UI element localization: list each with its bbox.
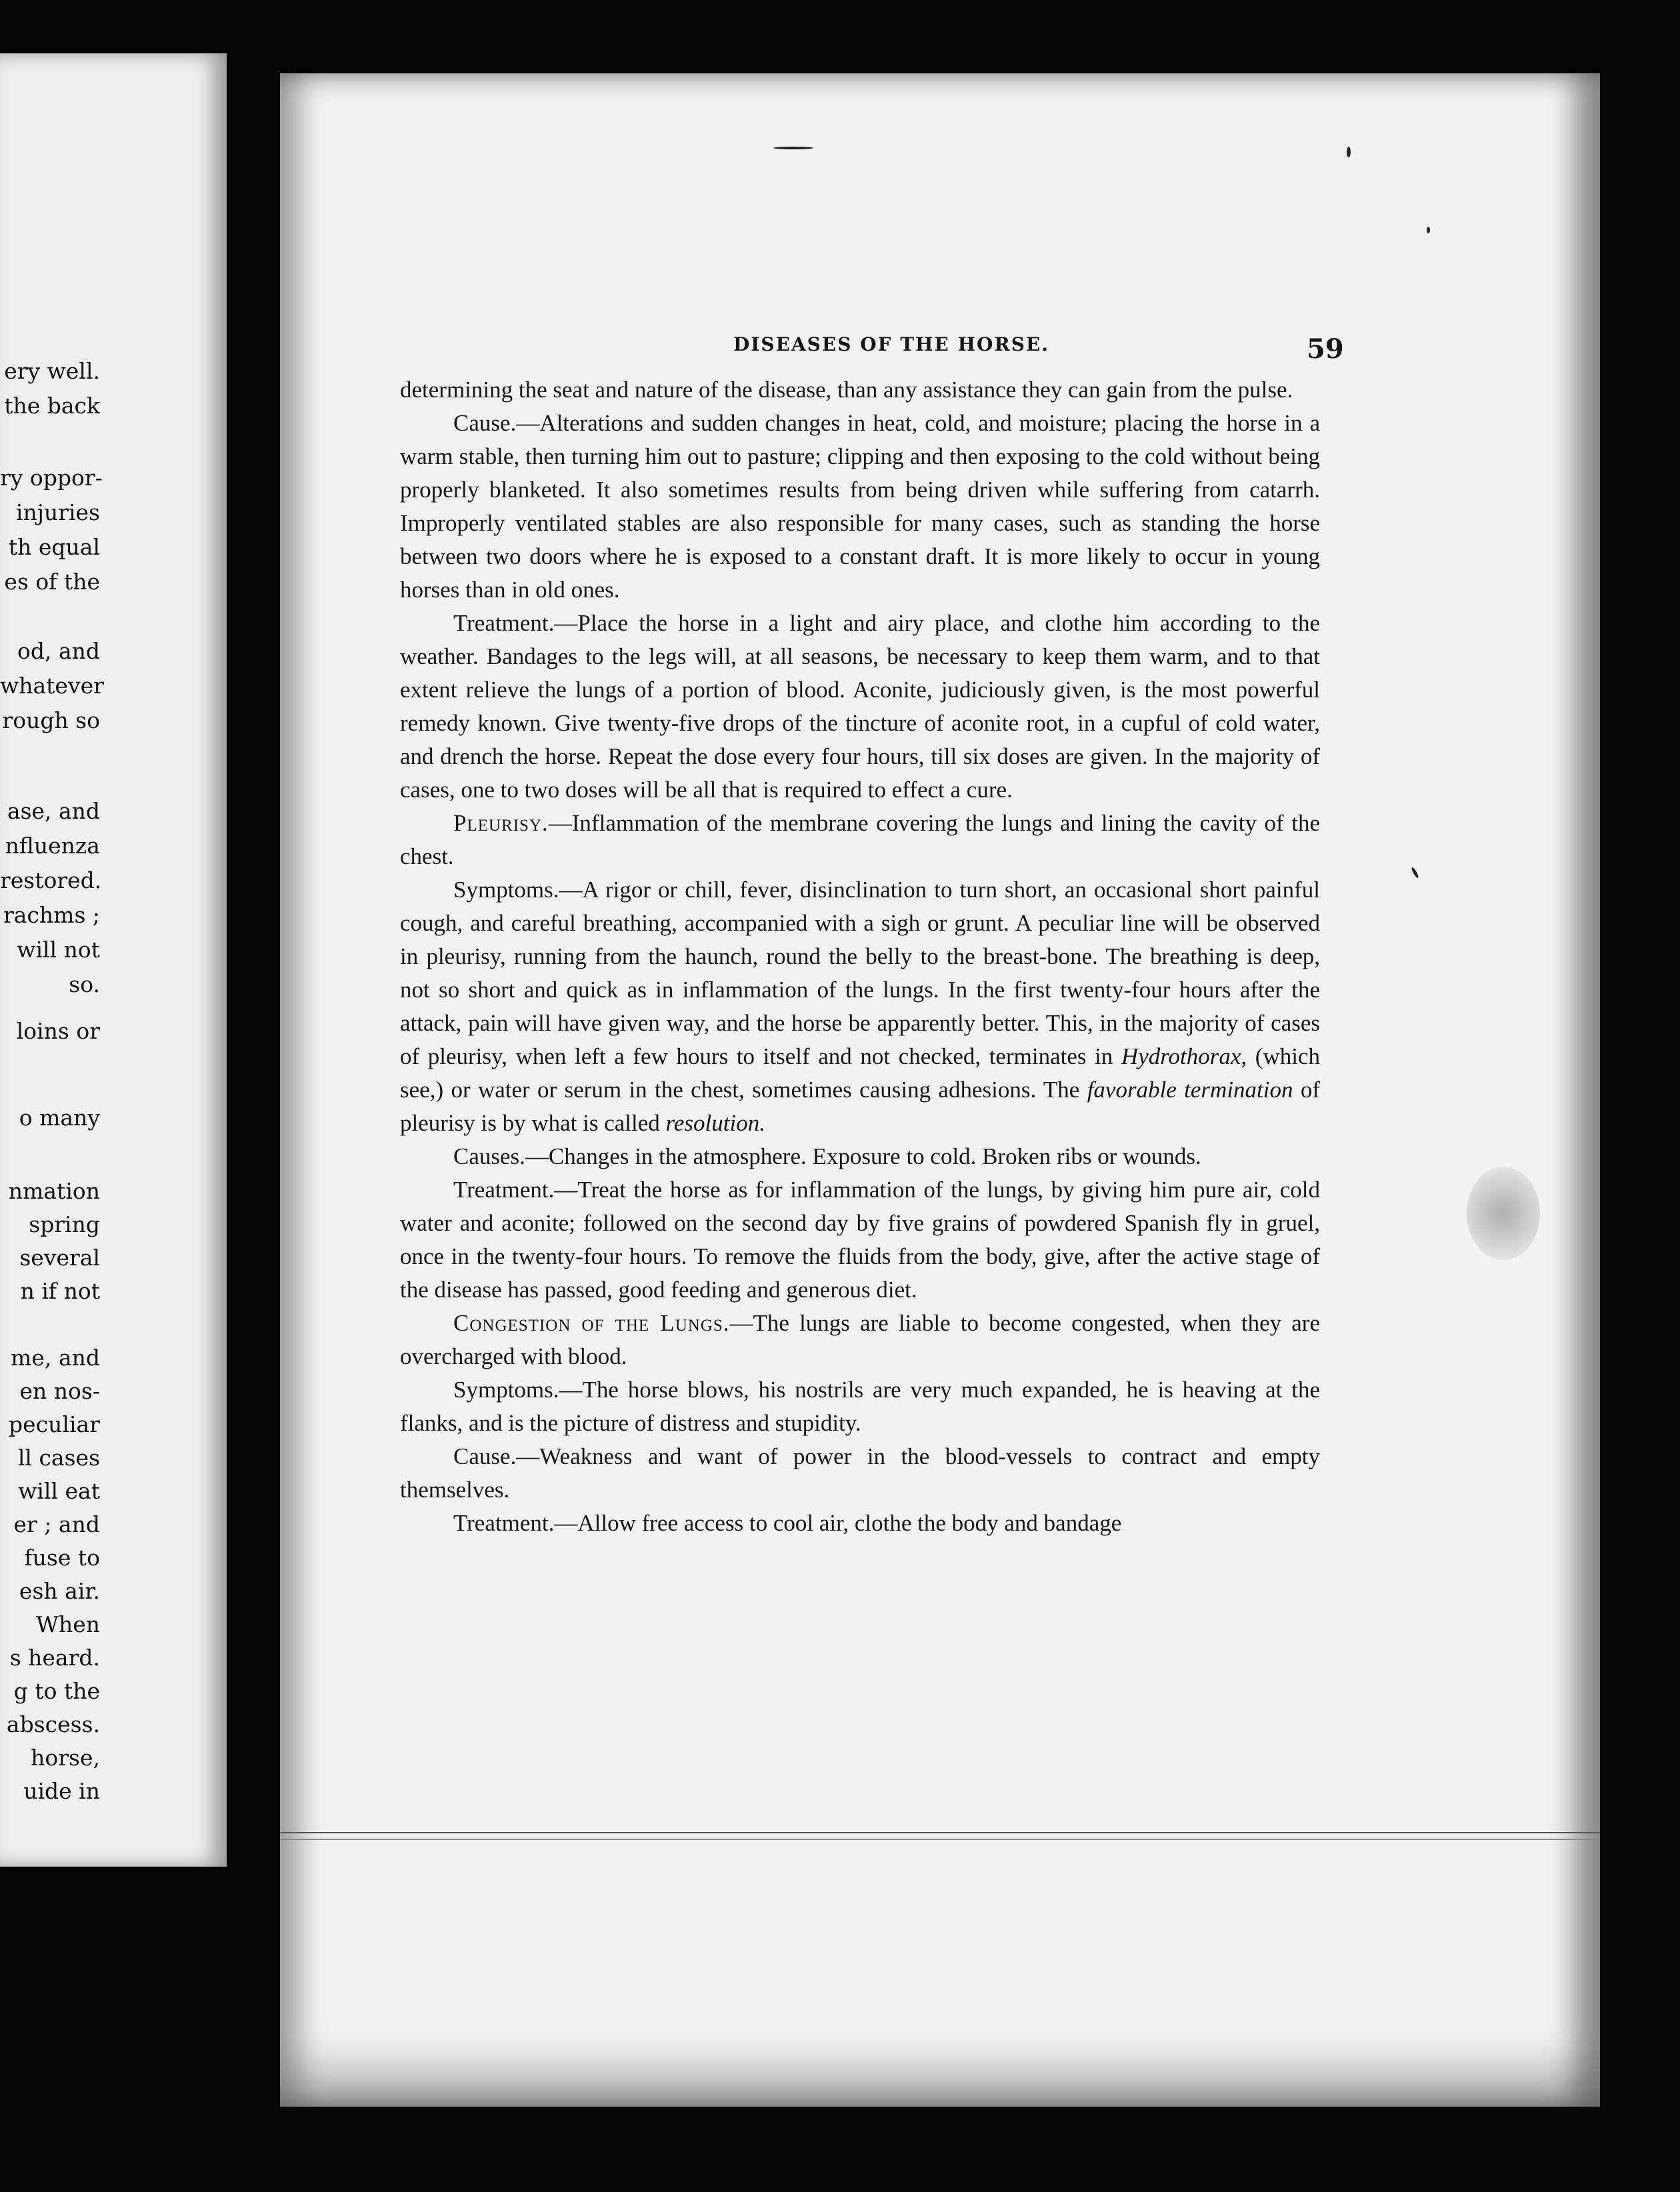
page-speck [1427,227,1430,233]
paragraph-lead: Pleurisy. [453,810,549,836]
facing-page-line: uide in [23,1778,100,1804]
facing-page-line: er ; and [13,1511,100,1537]
facing-page-line: ry oppor- [0,465,103,491]
facing-page-line: od, and [17,638,100,664]
facing-page-line: rachms ; [3,902,100,928]
paragraph-text: —Changes in the atmosphere. Exposure to cold. Broken ribs or wounds. [525,1143,1201,1169]
page-speck [1347,147,1351,157]
facing-page-line: whatever [0,673,104,699]
paragraph-lead: Treatment. [453,1177,555,1203]
page-speck [1411,867,1419,879]
paragraph-lead: Causes. [453,1143,525,1169]
paragraph-text: —Treat the horse as for inflammation of the lungs, by giving him pure air, cold water and aconite; followed on the second day by five grains of powdered Spanish fly in gruel, once in the twenty-four hours. To remove the fluids from the body, give, after the active stage of the disease has passed, good feeding and generous diet. [400,1177,1320,1303]
facing-page-line: ase, and [7,798,100,824]
paragraph-lead: Cause. [453,410,517,436]
italic-term: Hydrothorax, [1121,1043,1247,1069]
body-paragraph [400,807,1320,873]
facing-page-line: When [36,1611,100,1637]
page-speck [773,147,813,149]
body-paragraph [400,1373,1320,1440]
facing-page-line: s heard. [9,1645,100,1671]
facing-page-line: th equal [8,534,100,560]
facing-page-line: fuse to [24,1545,100,1571]
paragraph-lead: Treatment. [453,1510,555,1536]
facing-page-line: ll cases [17,1445,100,1471]
facing-page-line: es of the [4,569,100,595]
running-header: DISEASES OF THE HORSE. [733,333,1050,355]
paragraph-text: of pleurisy is by what is called [400,1077,1321,1136]
facing-page-line: peculiar [9,1411,100,1437]
facing-page-line: ery well. [4,358,100,384]
paragraph-lead: Treatment. [453,610,555,636]
facing-page-line: g to the [13,1678,100,1704]
facing-page-left [0,53,227,1867]
page-smudge [1467,1167,1540,1260]
facing-page-line: the back [4,393,100,419]
paragraph-text: determining the seat and nature of the disease, than any assistance they can gain from the pulse. [400,377,1293,403]
paragraph-lead: Cause. [453,1443,517,1469]
facing-page-line: esh air. [19,1578,100,1604]
facing-page-line: nfluenza [5,833,100,859]
page-number: 59 [1307,333,1344,365]
paragraph-text: —The horse blows, his nostrils are very much expanded, he is heaving at the flanks, and is the picture of distress and stupidity. [400,1377,1320,1436]
facing-page-line: injuries [15,499,100,525]
paragraph-text: —Weakness and want of power in the blood-vessels to contract and empty themselves. [400,1443,1320,1503]
paragraph-text: (which see,) or water or serum in the chest, sometimes causing adhesions. The [400,1043,1320,1103]
facing-page-line: nmation [8,1178,100,1204]
facing-page-line: en nos- [19,1378,100,1404]
page-body [400,373,1320,1540]
paragraph-lead: Symptoms. [453,877,559,903]
facing-page-line: abscess. [6,1711,100,1737]
italic-term: resolution. [665,1110,765,1136]
paragraph-text: —Place the horse in a light and airy place, and clothe him according to the weather. Bandages to the legs will, at all seasons, be necessary to keep them warm, and to that extent relieve the lungs of a portion of blood. Aconite, judiciously given, is the most powerful remedy known. Give twenty-five drops of the tincture of aconite root, in a cupful of cold water, and drench the horse. Repeat the dose every four hours, till six doses are given. In the majority of cases, one to two doses will be all that is required to effect a cure. [400,610,1320,803]
paragraph-lead: Symptoms. [453,1377,559,1403]
page-rule [280,1839,1600,1840]
body-paragraph [400,1140,1320,1173]
body-paragraph [400,873,1320,1140]
facing-page-line: rough so [2,707,100,733]
page-rule [280,1832,1600,1833]
facing-page-line: me, and [11,1345,100,1371]
italic-term: favorable termination [1087,1077,1293,1103]
facing-page-line: restored. [0,867,102,893]
paragraph-text: —Inflammation of the membrane covering the lungs and lining the cavity of the chest. [400,810,1320,869]
facing-page-line: o many [19,1105,100,1131]
paragraph-text: —Allow free access to cool air, clothe the body and bandage [554,1510,1122,1536]
body-paragraph [400,1440,1320,1507]
facing-page-line: spring [29,1211,100,1237]
paragraph-text: —Alterations and sudden changes in heat, cold, and moisture; placing the horse in a warm stable, then turning him out to pasture; clipping and then exposing to the cold without being properly blanketed. It also sometimes results from being driven while suffering from catarrh. Improperly ventilated stables are also responsible for many cases, such as standing the horse between two doors where he is exposed to a constant draft. It is more likely to occur in young horses than in old ones. [400,410,1320,603]
body-paragraph [400,1307,1320,1373]
paragraph-text: —A rigor or chill, fever, disinclination to turn short, an occasional short painful cough, and careful breathing, accompanied with a sigh or grunt. A peculiar line will be observed in pleurisy, running from the haunch, round the belly to the breast-bone. The breathing is deep, not so short and quick as in inflammation of the lungs. In the first twenty-four hours after the attack, pain will have given way, and the horse be apparently better. This, in the majority of cases of pleurisy, when left a few hours to itself and not checked, terminates in [400,877,1320,1069]
body-paragraph [400,407,1320,607]
facing-page-line: several [19,1245,100,1271]
facing-page-line: horse, [31,1745,100,1771]
paragraph-lead: Congestion of the Lungs. [453,1310,730,1336]
body-paragraph [400,373,1320,407]
facing-page-line: will eat [18,1478,100,1504]
facing-page-line: will not [17,937,100,963]
facing-page-line: so. [69,971,100,997]
body-paragraph [400,1507,1320,1540]
paragraph-text: —The lungs are liable to become congested, when they are overcharged with blood. [400,1310,1320,1369]
body-paragraph [400,607,1320,807]
facing-page-line: n if not [20,1278,100,1304]
body-paragraph [400,1173,1320,1307]
facing-page-line: loins or [16,1018,100,1044]
